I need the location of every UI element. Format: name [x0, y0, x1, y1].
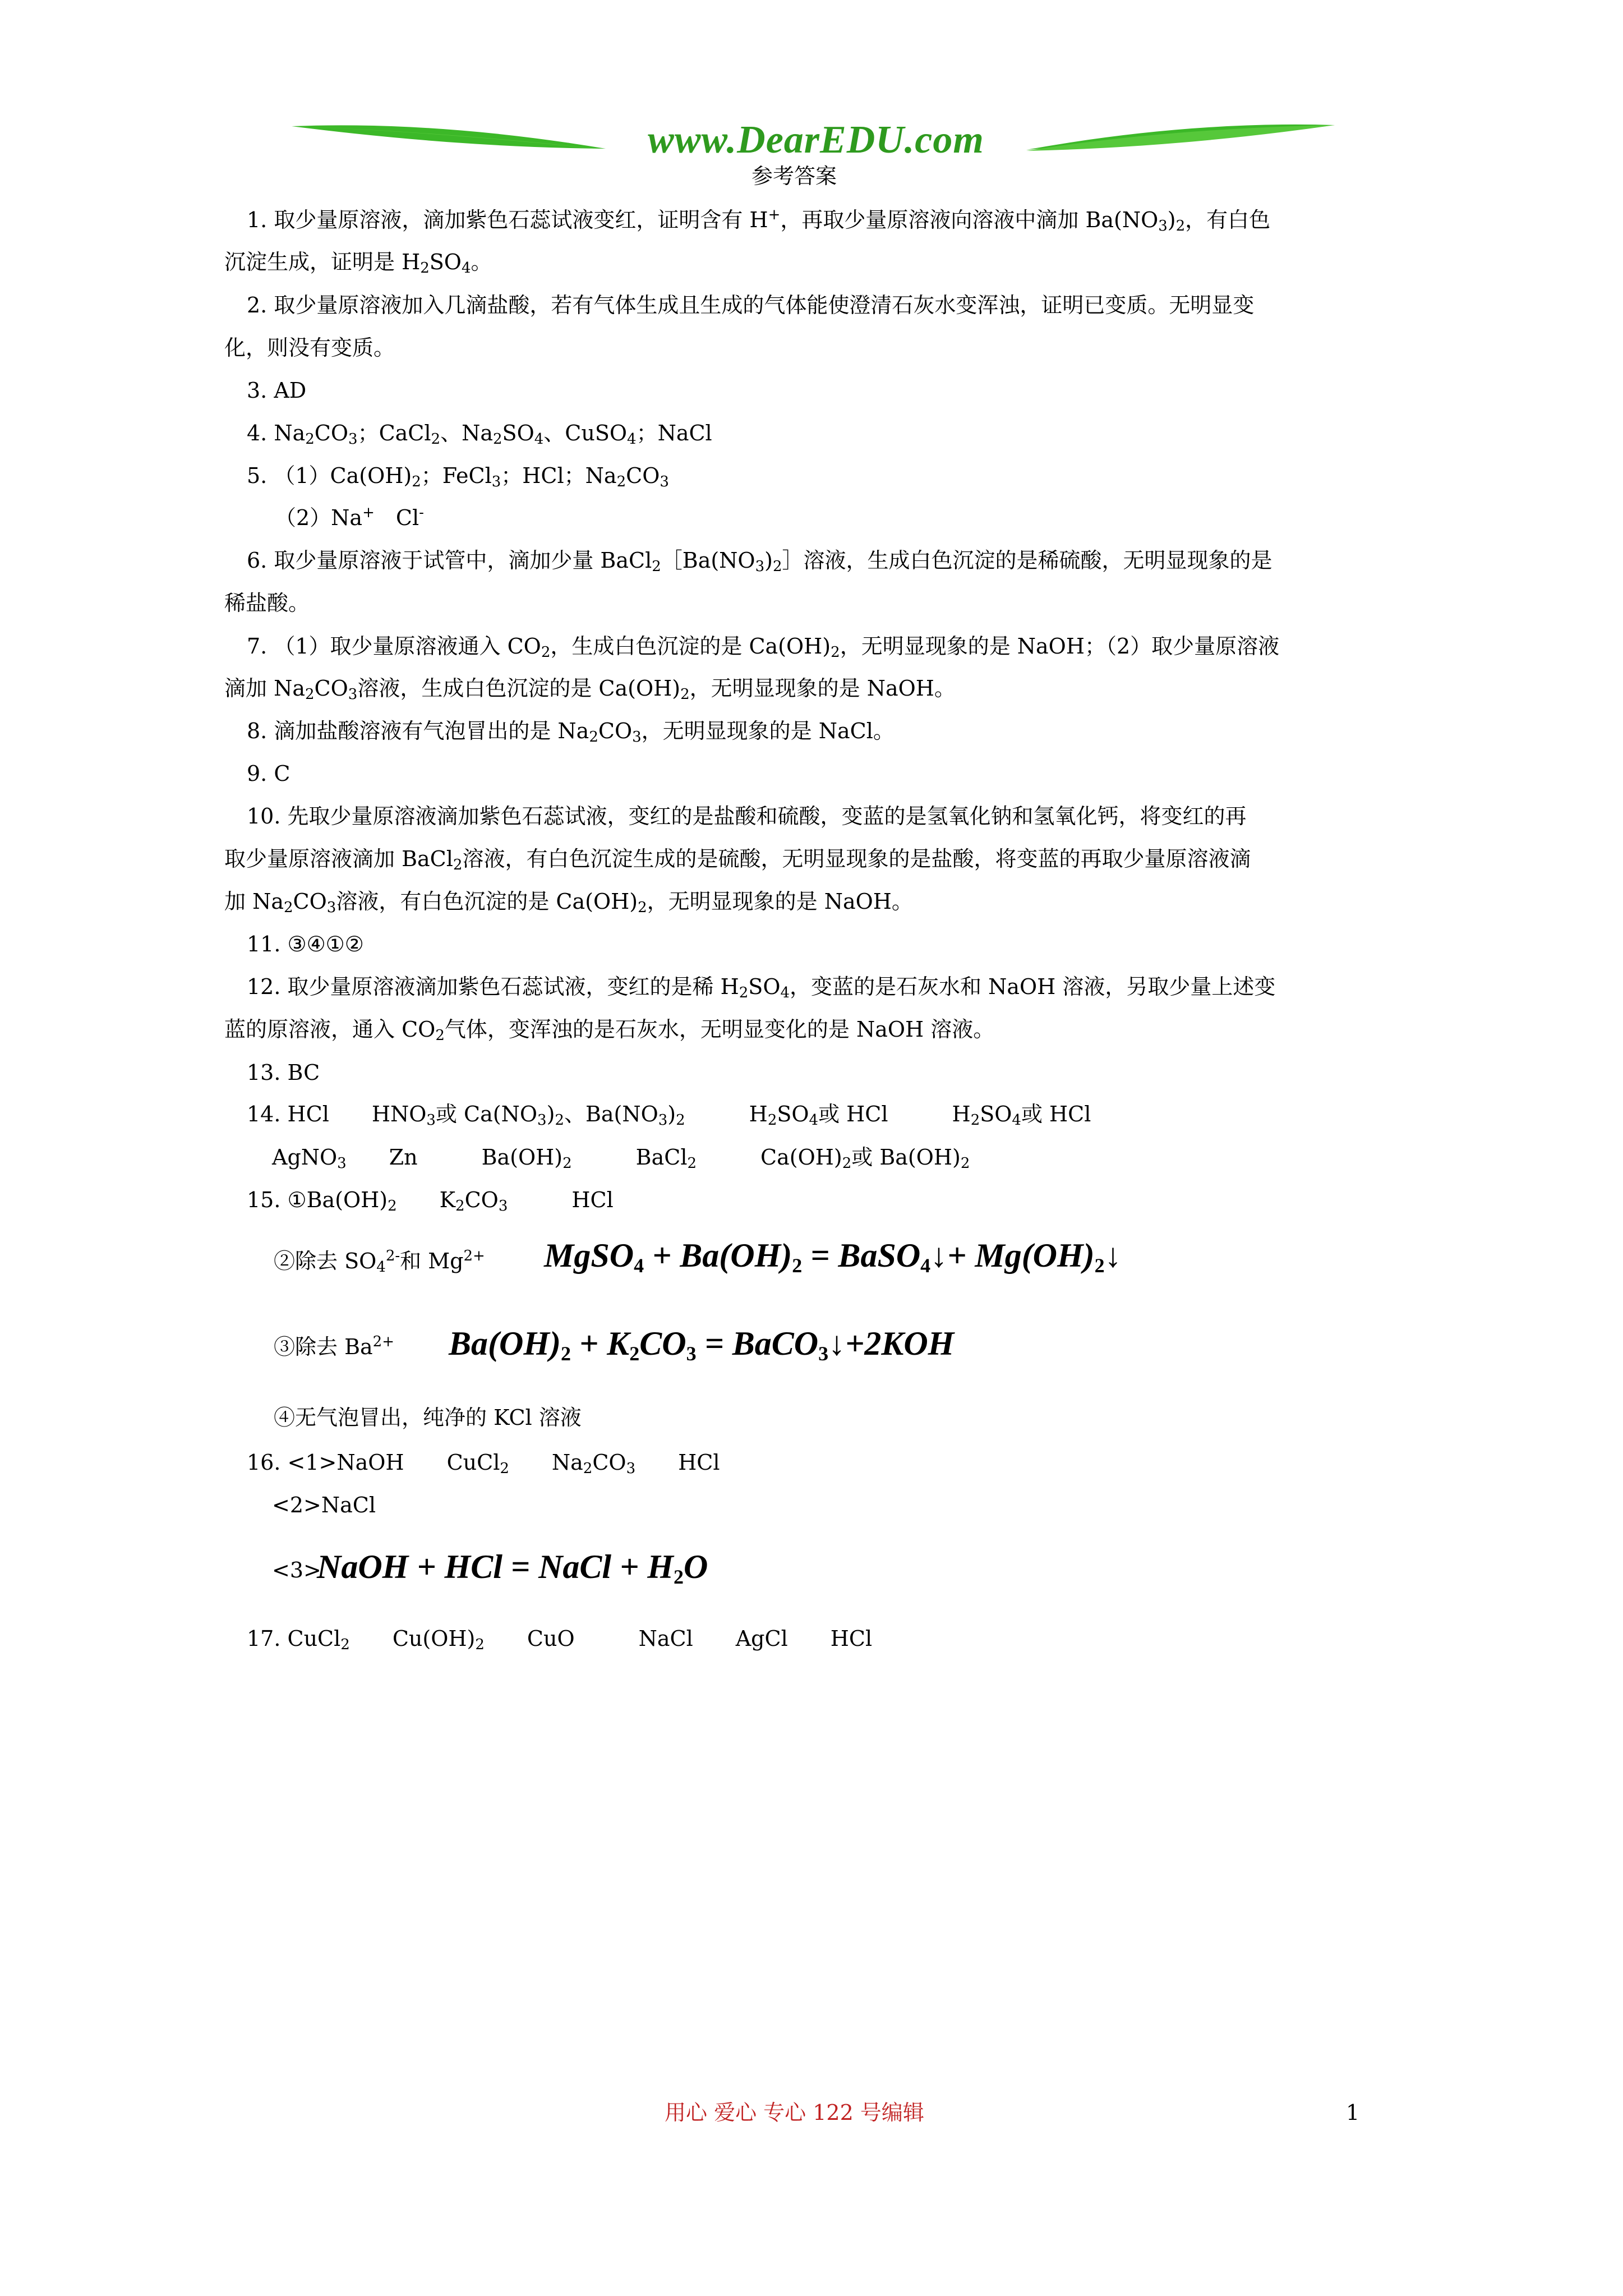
- answer-4: 4. $Na_2CO_3$；CaCl$_2$、$Na_2SO_4$、CuSO$_4$；NaCl: [247, 421, 712, 448]
- answer-16-line-3-label: <3>: [272, 1558, 321, 1582]
- answer-11: 11. ③④①②: [247, 932, 364, 956]
- equation-baoh2-k2co3: $Ba(OH)_2 + K_2CO_3$ = BaCO$_3$↓+2KOH: [449, 1325, 955, 1365]
- answer-9: 9. C: [247, 761, 291, 786]
- answer-13: 13. BC: [247, 1060, 320, 1085]
- answer-16-line-1: 16. <1>NaOH CuCl$_2$ $Na_2CO_3$ HCl: [247, 1450, 720, 1477]
- answer-1-line-2: 沉淀生成，证明是 $H_2SO_4$。: [224, 250, 492, 277]
- answer-2-line-1: 2. 取少量原溶液加入几滴盐酸，若有气体生成且生成的气体能使澄清石灰水变浑浊，证明已变质。无明显变: [247, 293, 1255, 318]
- equation-naoh-hcl: NaOH + HCl = NaCl + $H_2O$: [317, 1548, 708, 1588]
- header-banner: [292, 115, 1335, 165]
- answer-1-line-1: 1. 取少量原溶液，滴加紫色石蕊试液变红，证明含有 H+，再取少量原溶液向溶液中滴加 $Ba(NO_3)_2$，有白色: [247, 206, 1271, 234]
- answer-16-line-2: <2>NaCl: [272, 1493, 376, 1517]
- footer-note: 用心 爱心 专心 122 号编辑: [665, 2100, 924, 2125]
- answer-6-line-2: 稀盐酸。: [224, 591, 310, 615]
- answer-3: 3. AD: [247, 378, 307, 403]
- site-logo-text: www.DearEDU.com: [648, 118, 984, 162]
- answer-5-line-2: （2）Na+ Cl-: [275, 504, 424, 530]
- answer-7-line-2: 滴加 $Na_2CO_3$溶液，生成白色沉淀的是 $Ca(OH)_2$，无明显现象的是 NaOH。: [224, 676, 956, 703]
- answer-8: 8. 滴加盐酸溶液有气泡冒出的是 $Na_2CO_3$，无明显现象的是 NaCl。: [247, 719, 895, 746]
- answer-17: 17. CuCl$_2$ $Cu(OH)_2$ CuO NaCl AgCl HCl: [247, 1626, 873, 1653]
- answer-12-line-1: 12. 取少量原溶液滴加紫色石蕊试液，变红的是稀 $H_2SO_4$，变蓝的是石灰水和 NaOH 溶液，另取少量上述变: [247, 974, 1276, 1001]
- answer-15-line-3-label: ③除去 $Ba^{2+}$: [274, 1333, 394, 1359]
- answer-6-line-1: 6. 取少量原溶液于试管中，滴加少量 $BaCl_2[Ba(NO_3)_2]$溶液，生成白色沉淀的是稀硫酸，无明显现象的是: [247, 548, 1272, 575]
- equation-mgso4-baoh2: MgSO$_4$ + $Ba(OH)_2$ = BaSO$_4$↓+ $Mg(OH)_2↓$: [544, 1237, 1122, 1277]
- answer-15-line-1: 15. $①Ba(OH)_2$ $K_2CO_3$ HCl: [247, 1188, 614, 1214]
- answer-12-line-2: 蓝的原溶液，通入 $CO_2$气体，变浑浊的是石灰水，无明显变化的是 NaOH 溶液。: [224, 1017, 995, 1044]
- answer-14-line-1: 14. HCl $HNO_3$或 $Ca(NO_3)_2$、$Ba(NO_3)_2$ $H_2SO_4$或 HCl $H_2SO_4$或 HCl: [247, 1102, 1091, 1129]
- answer-10-line-3: 加 $Na_2CO_3$溶液，有白色沉淀的是 $Ca(OH)_2$，无明显现象的是 NaOH。: [224, 889, 913, 916]
- answer-7-line-1: 7. （1）取少量原溶液通入 $CO_2$，生成白色沉淀的是 $Ca(OH)_2$，无明显现象的是 NaOH；（2）取少量原溶液: [247, 634, 1280, 661]
- page-title: 参考答案: [751, 164, 837, 188]
- answer-10-line-1: 10. 先取少量原溶液滴加紫色石蕊试液，变红的是盐酸和硫酸，变蓝的是氢氧化钠和氢氧化钙，将变红的再: [247, 804, 1247, 829]
- answer-15-line-4: ④无气泡冒出，纯净的 KCl 溶液: [274, 1405, 582, 1430]
- answer-10-line-2: 取少量原溶液滴加 BaCl$_2$溶液，有白色沉淀生成的是硫酸，无明显现象的是盐酸，将变蓝的再取少量原溶液滴: [224, 846, 1251, 873]
- page-number: 1: [1346, 2100, 1360, 2125]
- answer-2-line-2: 化，则没有变质。: [224, 335, 395, 360]
- answer-15-line-2-label: ②除去 $SO_4^{2-}$和 $Mg^{2+}$: [274, 1248, 485, 1276]
- answer-14-line-2: AgNO$_3$ Zn $Ba(OH)_2$ BaCl$_2$ $Ca(OH)_2$或 $Ba(OH)_2$: [272, 1145, 970, 1172]
- answer-5-line-1: 5. $(1)Ca(OH)_2$；FeCl$_3$；HCl；$Na_2CO_3$: [247, 463, 669, 490]
